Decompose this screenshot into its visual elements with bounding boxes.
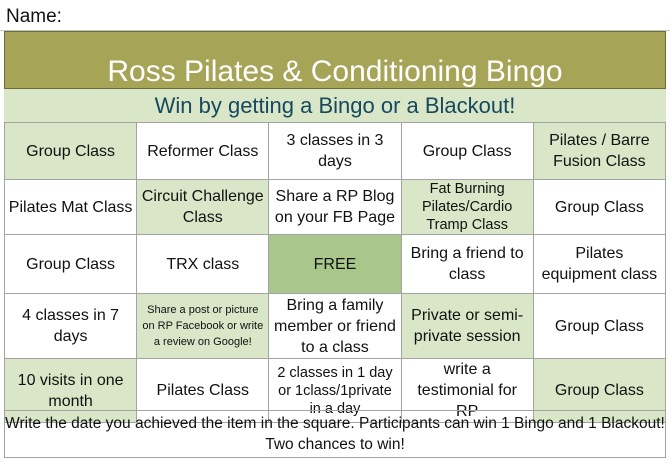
name-row[interactable]: [0, 0, 670, 31]
board-row: [5, 180, 666, 235]
board-row: [5, 123, 666, 180]
bingo-cell[interactable]: Pilates Class: [137, 359, 269, 423]
bingo-cell[interactable]: Pilates / Barre Fusion Class: [533, 123, 665, 180]
bingo-cell[interactable]: write a testimonial for RP: [401, 359, 533, 423]
board-row: [5, 235, 666, 294]
bingo-cell[interactable]: TRX class: [137, 235, 269, 294]
subtitle-banner: [4, 89, 666, 122]
page-title: Ross Pilates & Conditioning Bingo: [107, 55, 563, 88]
title-banner: [4, 31, 666, 89]
bingo-cell[interactable]: Private or semi-private session: [401, 294, 533, 359]
bingo-cell[interactable]: 2 classes in 1 day or 1class/1private in a day: [269, 359, 401, 423]
bingo-cell[interactable]: Share a RP Blog on your FB Page: [269, 180, 401, 235]
bingo-cell[interactable]: Bring a family member or friend to a class: [269, 294, 401, 359]
bingo-cell[interactable]: Group Class: [533, 180, 665, 235]
bingo-cell[interactable]: Share a post or picture on RP Facebook or write a review on Google!: [137, 294, 269, 359]
bingo-cell[interactable]: Group Class: [533, 359, 665, 423]
bingo-cell[interactable]: Circuit Challenge Class: [137, 180, 269, 235]
bingo-cell[interactable]: 10 visits in one month: [5, 359, 137, 423]
bingo-cell[interactable]: Reformer Class: [137, 123, 269, 180]
bingo-cell[interactable]: 4 classes in 7 days: [5, 294, 137, 359]
free-cell[interactable]: FREE: [269, 235, 401, 294]
instructions-footer: Write the date you achieved the item in the square. Participants can win 1 Bingo and 1 Blackout! Two chances to win!: [4, 410, 666, 458]
bingo-board: [4, 122, 666, 423]
bingo-cell[interactable]: Group Class: [5, 123, 137, 180]
bingo-cell[interactable]: Pilates Mat Class: [5, 180, 137, 235]
bingo-cell[interactable]: 3 classes in 3 days: [269, 123, 401, 180]
name-label: Name:: [6, 6, 62, 27]
bingo-cell[interactable]: Pilates equipment class: [533, 235, 665, 294]
bingo-cell[interactable]: Group Class: [533, 294, 665, 359]
bingo-cell[interactable]: Group Class: [401, 123, 533, 180]
page-subtitle: Win by getting a Bingo or a Blackout!: [154, 93, 516, 118]
board-row: [5, 294, 666, 359]
bingo-cell[interactable]: Bring a friend to class: [401, 235, 533, 294]
bingo-cell[interactable]: Fat Burning Pilates/Cardio Tramp Class: [401, 180, 533, 235]
bingo-cell[interactable]: Group Class: [5, 235, 137, 294]
